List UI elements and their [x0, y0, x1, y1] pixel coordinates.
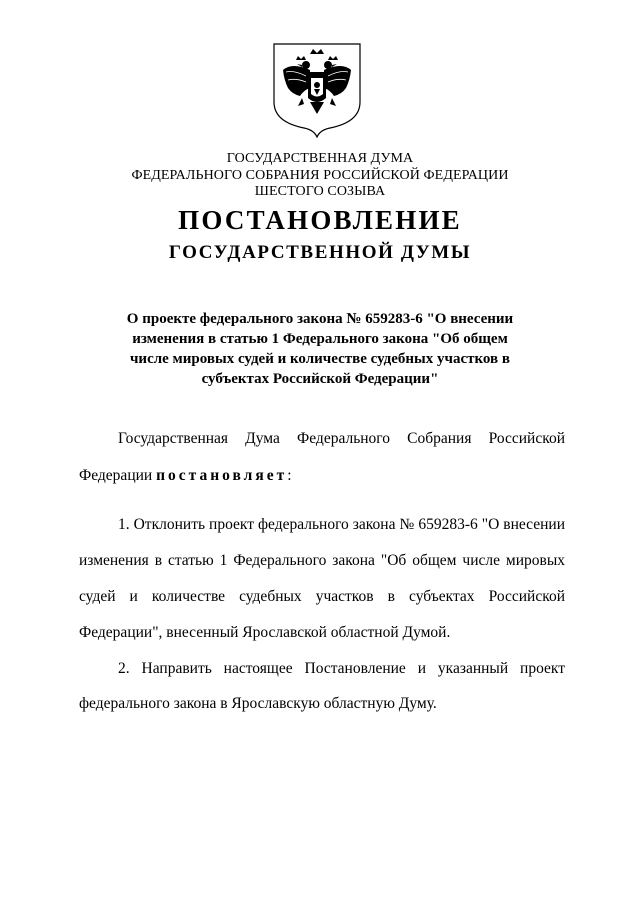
item2-line: федерального закона в Ярославскую областную Думу. — [79, 695, 437, 712]
preamble-decree-line — [79, 467, 292, 485]
coat-of-arms-icon — [270, 40, 364, 138]
preamble-line: Государственная Дума Федерального Собрания Российской — [118, 430, 565, 447]
subject-line: числе мировых судей и количестве судебных участков в — [129, 351, 511, 367]
header-line-convocation: ШЕСТОГО СОЗЫВА — [254, 184, 386, 199]
header-line-duma: ГОСУДАРСТВЕННАЯ ДУМА — [226, 151, 414, 166]
subject-line: изменения в статью 1 Федерального закона "Об общем — [132, 331, 508, 347]
item1-line: Федерации", внесенный Ярославской областной Думой. — [79, 624, 451, 641]
subject-line: субъектах Российской Федерации" — [201, 371, 439, 387]
preamble-prefix: Федерации — [79, 467, 153, 484]
item1-line: изменения в статью 1 Федерального закона "Об общем числе мировых — [79, 552, 565, 569]
decree-word: постановляет — [156, 467, 288, 484]
subject-line: О проекте федерального закона № 659283-6 "О внесении — [126, 311, 514, 327]
item2-line: 2. Направить настоящее Постановление и указанный проект — [118, 660, 565, 677]
item1-line: 1. Отклонить проект федерального закона № 659283-6 "О внесении — [118, 516, 565, 533]
header-line-federal-assembly: ФЕДЕРАЛЬНОГО СОБРАНИЯ РОССИЙСКОЙ ФЕДЕРАЦИИ — [131, 168, 509, 183]
document-subtitle: ГОСУДАРСТВЕННОЙ ДУМЫ — [168, 242, 472, 263]
item1-line: судей и количестве судебных участков в субъектах Российской — [79, 588, 565, 605]
decree-colon: : — [287, 467, 292, 484]
document-title: ПОСТАНОВЛЕНИЕ — [178, 205, 462, 235]
subject-block — [100, 309, 540, 389]
